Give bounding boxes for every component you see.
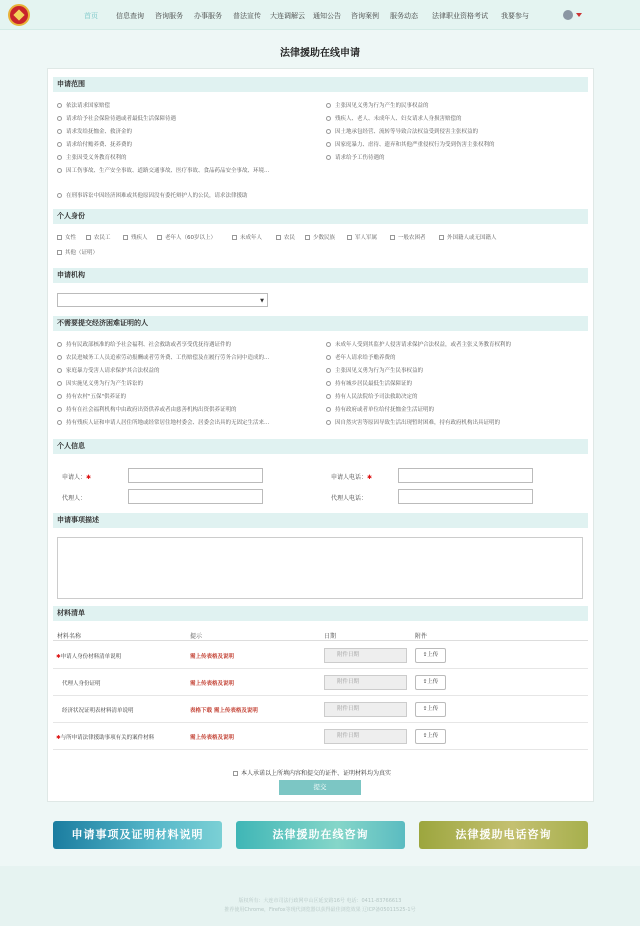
- table-row: [53, 669, 588, 696]
- checkbox-icon[interactable]: [57, 235, 62, 240]
- exempt-option[interactable]: 持有民政部核准的给予社会福利、社会救助或者享受优抚待遇证件的: [57, 341, 231, 349]
- scope-option[interactable]: 因家庭暴力、虐待、遗弃和其他严重侵权行为受到伤害主张权利的: [326, 141, 495, 149]
- checkbox-icon[interactable]: [305, 235, 310, 240]
- scope-option[interactable]: 主张因受义务教育权利的: [57, 154, 127, 162]
- banner-materials-info[interactable]: 申请事项及证明材料说明: [53, 821, 222, 849]
- radio-icon[interactable]: [326, 407, 331, 412]
- footer: [0, 866, 640, 926]
- agent-phone-label: 代理人电话：: [331, 495, 368, 502]
- section-organization: 申请机构: [53, 268, 588, 283]
- scope-option[interactable]: 因土地承包经营、流转等导致合法权益受到侵害主张权益的: [326, 128, 478, 136]
- material-name: 代理人身份证明: [62, 681, 101, 687]
- nav-item-notice[interactable]: 通知公告: [313, 12, 341, 20]
- nav-item-cases[interactable]: 咨询案例: [351, 12, 379, 20]
- radio-icon[interactable]: [57, 103, 62, 108]
- scope-option[interactable]: 主张因见义勇为行为产生的民事权益的: [326, 102, 429, 110]
- nav-item-law-promo[interactable]: 普法宣传: [233, 12, 261, 20]
- radio-icon[interactable]: [57, 142, 62, 147]
- identity-option[interactable]: 老年人（60岁以上）: [157, 234, 216, 242]
- exempt-option[interactable]: 农民进城务工人员追索劳动报酬或者劳务费、工伤赔偿及在履行劳务合同中造成的...: [57, 354, 269, 362]
- radio-icon[interactable]: [57, 129, 62, 134]
- upload-button[interactable]: ⇪上传: [415, 648, 446, 663]
- table-row: [53, 696, 588, 723]
- radio-icon[interactable]: [326, 155, 331, 160]
- header-attachment: 附件: [415, 633, 428, 640]
- footer-browser-note: 推荐使用Chrome，Firefox等现代浏览器以获得最佳浏览效果 辽ICP备05011525-1号: [224, 907, 416, 913]
- checkbox-icon[interactable]: [57, 250, 62, 255]
- section-identity: 个人身份: [53, 209, 588, 224]
- page-title: 法律援助在线申请: [280, 48, 360, 59]
- section-exempt: 不需要提交经济困难证明的人: [53, 316, 588, 331]
- user-avatar-icon[interactable]: [563, 10, 573, 20]
- agent-phone-input[interactable]: [398, 489, 533, 504]
- section-materials: 材料清单: [53, 606, 588, 621]
- scope-option[interactable]: 依法请求国家赔偿: [57, 102, 110, 110]
- banner-phone-consult[interactable]: 法律援助电话咨询: [419, 821, 588, 849]
- radio-icon[interactable]: [57, 420, 62, 425]
- nav-item-mediation[interactable]: 大连调解云: [270, 12, 305, 20]
- checkbox-icon[interactable]: [276, 235, 281, 240]
- exempt-option[interactable]: 持有在社会福利机构中由政府出资供养或者由慈善机构出资供养证明的: [57, 406, 237, 414]
- checkbox-icon[interactable]: [347, 235, 352, 240]
- checkbox-icon[interactable]: [157, 235, 162, 240]
- scope-option[interactable]: 因工伤事故、生产安全事故、道路交通事故、医疗事故、食品药品安全事故、环境...: [57, 167, 269, 175]
- radio-icon[interactable]: [326, 420, 331, 425]
- scope-option-criminal[interactable]: 在刑事诉讼中因经济困难或其他原因没有委托辩护人的公民，请求法律援助: [57, 192, 248, 200]
- section-scope: 申请范围: [53, 77, 588, 92]
- table-row: [53, 723, 588, 750]
- radio-icon[interactable]: [326, 342, 331, 347]
- material-tip[interactable]: 需上传表格及说明: [190, 735, 235, 741]
- checkbox-icon[interactable]: [123, 235, 128, 240]
- nav-item-exam[interactable]: 法律职业资格考试: [432, 12, 488, 20]
- applicant-label: 申请人：✱: [62, 474, 92, 481]
- identity-option[interactable]: 残疾人: [123, 234, 148, 242]
- radio-icon[interactable]: [326, 394, 331, 399]
- radio-icon[interactable]: [57, 394, 62, 399]
- exempt-option[interactable]: 未成年人受到其监护人侵害请求保护合法权益，或者主张义务教育权利的: [326, 341, 511, 349]
- exempt-option[interactable]: 老年人请求给予赡养费的: [326, 354, 396, 362]
- material-name: ✱申请人身份材料清单说明: [56, 654, 122, 660]
- top-navigation: [0, 0, 640, 30]
- section-description: 申请事项描述: [53, 513, 588, 528]
- material-tip[interactable]: 需上传表格及说明: [190, 654, 235, 660]
- material-tip[interactable]: 需上传表格及说明: [190, 681, 235, 687]
- radio-icon[interactable]: [326, 129, 331, 134]
- applicant-phone-label: 申请人电话：✱: [331, 474, 373, 481]
- upload-button[interactable]: ⇪上传: [415, 729, 446, 744]
- scope-option[interactable]: 请求给付赡养费、抚养费的: [57, 141, 132, 149]
- applicant-input[interactable]: [128, 468, 263, 483]
- scope-option[interactable]: 请求给予社会保险待遇或者最低生活保障待遇: [57, 115, 176, 123]
- material-name: 经济状况证明表材料清单说明: [62, 708, 134, 714]
- scope-option[interactable]: 请求发给抚恤金、救济金的: [57, 128, 132, 136]
- identity-option[interactable]: 军人军属: [347, 234, 377, 242]
- upload-icon: ⇪: [422, 706, 428, 712]
- identity-option-other[interactable]: 其他（证明）: [57, 249, 98, 257]
- emblem-logo-icon: [8, 4, 30, 26]
- exempt-option[interactable]: 持有农村"五保"供养证的: [57, 393, 126, 401]
- radio-icon[interactable]: [57, 116, 62, 121]
- radio-icon[interactable]: [57, 407, 62, 412]
- date-input[interactable]: 附件日期: [324, 702, 407, 717]
- nav-item-home[interactable]: 首页: [84, 12, 98, 20]
- identity-option[interactable]: 未成年人: [232, 234, 262, 242]
- materials-table-header: [53, 628, 588, 641]
- radio-icon[interactable]: [57, 342, 62, 347]
- radio-icon[interactable]: [326, 368, 331, 373]
- radio-icon[interactable]: [57, 368, 62, 373]
- nav-item-participate[interactable]: 我要参与: [501, 12, 529, 20]
- checkbox-icon[interactable]: [233, 771, 238, 776]
- nav-item-consult[interactable]: 咨询服务: [155, 12, 183, 20]
- required-mark: ✱: [86, 474, 92, 481]
- radio-icon[interactable]: [326, 116, 331, 121]
- checkbox-icon[interactable]: [390, 235, 395, 240]
- banner-online-consult[interactable]: 法律援助在线咨询: [236, 821, 405, 849]
- upload-button[interactable]: ⇪上传: [415, 702, 446, 717]
- exempt-option[interactable]: 持有人民法院给予司法救助决定的: [326, 393, 418, 401]
- identity-option[interactable]: 农民: [276, 234, 295, 242]
- date-input[interactable]: 附件日期: [324, 675, 407, 690]
- radio-icon[interactable]: [57, 381, 62, 386]
- required-mark: ✱: [367, 474, 373, 481]
- section-personal-info: 个人信息: [53, 439, 588, 454]
- radio-icon[interactable]: [326, 381, 331, 386]
- scope-option[interactable]: 残疾人、老人、未成年人、妇女请求人身损害赔偿的: [326, 115, 462, 123]
- upload-icon: ⇪: [422, 679, 428, 685]
- agreement-checkbox[interactable]: 本人承诺以上所填内容和提交的证件、证明材料均为真实: [233, 768, 391, 777]
- submit-button[interactable]: 提交: [279, 780, 361, 795]
- exempt-option[interactable]: 因实施见义勇为行为产生诉讼的: [57, 380, 143, 388]
- scope-option[interactable]: 请求给予工伤待遇的: [326, 154, 385, 162]
- nav-item-service[interactable]: 办事服务: [194, 12, 222, 20]
- required-mark: ✱: [56, 735, 61, 741]
- exempt-option[interactable]: 持有残疾人证和申请人居住所地或经常居住地村委会、居委会出具的无固定生活来...: [57, 419, 269, 427]
- required-mark: ✱: [56, 654, 61, 660]
- header-tip: 提示: [190, 633, 203, 640]
- exempt-option[interactable]: 持有城乡居民最低生活保障证的: [326, 380, 412, 388]
- applicant-phone-input[interactable]: [398, 468, 533, 483]
- footer-copyright: 版权所有：大连市司法行政网中山区延安路16号 电话：0411-83766613: [238, 898, 402, 904]
- radio-icon[interactable]: [57, 155, 62, 160]
- chevron-down-icon: ▼: [260, 298, 264, 304]
- checkbox-icon[interactable]: [232, 235, 237, 240]
- exempt-option[interactable]: 因自然灾害等原因导致生活出现暂时困难，持有政府机构出具证明的: [326, 419, 500, 427]
- exempt-option[interactable]: 主张因见义勇为行为产生民事权益的: [326, 367, 423, 375]
- identity-option[interactable]: 一般农困者: [390, 234, 426, 242]
- radio-icon[interactable]: [326, 355, 331, 360]
- radio-icon[interactable]: [326, 142, 331, 147]
- date-input[interactable]: 附件日期: [324, 729, 407, 744]
- checkbox-icon[interactable]: [86, 235, 91, 240]
- table-row: [53, 642, 588, 669]
- radio-icon[interactable]: [57, 355, 62, 360]
- header-date: 日期: [324, 633, 337, 640]
- radio-icon[interactable]: [57, 193, 62, 198]
- identity-option[interactable]: 女性: [57, 234, 76, 242]
- exempt-option[interactable]: 家庭暴力受害人请求保护其合法权益的: [57, 367, 160, 375]
- upload-button[interactable]: ⇪上传: [415, 675, 446, 690]
- upload-icon: ⇪: [422, 652, 428, 658]
- header-name: 材料名称: [57, 633, 82, 640]
- radio-icon[interactable]: [57, 168, 62, 173]
- user-name-blurred: [583, 11, 585, 18]
- identity-option[interactable]: 农民工: [86, 234, 111, 242]
- agent-label: 代理人：: [62, 495, 87, 502]
- nav-item-info-query[interactable]: 信息查询: [116, 12, 144, 20]
- radio-icon[interactable]: [326, 103, 331, 108]
- exempt-option[interactable]: 持有政府或者单位给付抚恤金生活证明的: [326, 406, 434, 414]
- date-input[interactable]: 附件日期: [324, 648, 407, 663]
- identity-option[interactable]: 外国籍人或无国籍人: [439, 234, 497, 242]
- upload-icon: ⇪: [422, 733, 428, 739]
- identity-option[interactable]: 少数民族: [305, 234, 335, 242]
- nav-item-news[interactable]: 服务动态: [390, 12, 418, 20]
- description-textarea[interactable]: [57, 537, 583, 599]
- agent-input[interactable]: [128, 489, 263, 504]
- material-tip[interactable]: 表格下载 需上传表格及说明: [190, 708, 258, 714]
- user-badge-icon: [576, 13, 582, 17]
- organization-select[interactable]: [57, 293, 268, 307]
- checkbox-icon[interactable]: [439, 235, 444, 240]
- material-name: ✱与所申请法律援助事项有关的案件材料: [56, 735, 155, 741]
